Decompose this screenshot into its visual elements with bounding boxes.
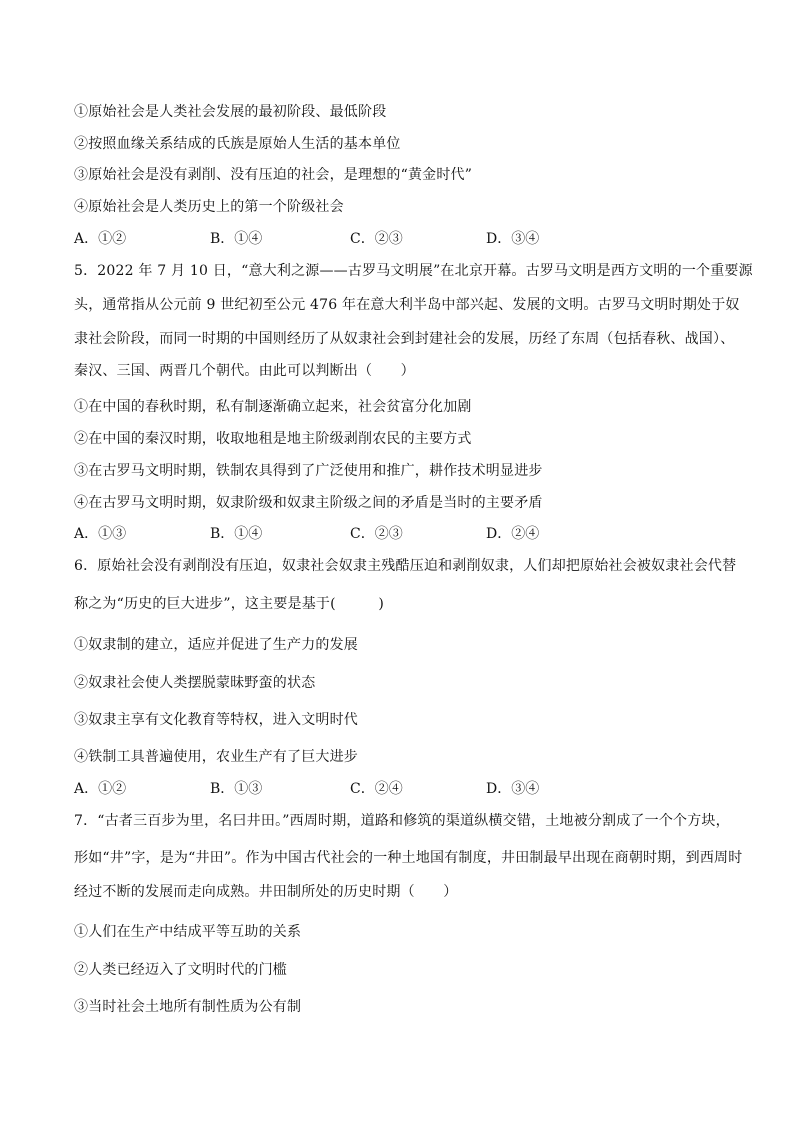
q4-statement-3: ③原始社会是没有剥削、没有压迫的社会，是理想的“黄金时代” <box>74 167 473 183</box>
q5-stem-line-1: 5．2022 年 7 月 10 日，“意大利之源——古罗马文明展”在北京开幕。古罗马文明是西方文明的一个重要源 <box>74 263 753 279</box>
q7-stem-line-2: 形如“井”字，是为“井田”。作为中国古代社会的一种土地国有制度，井田制最早出现在商朝时期，到西周时 <box>74 850 743 866</box>
q4-options <box>74 231 734 247</box>
q5-option-d: D．②④ <box>486 526 540 542</box>
q7-statement-2: ②人类已经迈入了文明时代的门槛 <box>74 962 287 978</box>
q5-options <box>74 526 734 542</box>
q5-option-a: A．①③ <box>74 526 127 542</box>
q7-stem-line-3: 经过不断的发展而走向成熟。井田制所处的历史时期（ ） <box>74 884 458 900</box>
q7-statement-1: ①人们在生产中结成平等互助的关系 <box>74 924 302 940</box>
q5-option-b: B．①④ <box>210 526 263 542</box>
q4-option-b: B．①④ <box>210 231 263 247</box>
q6-options <box>74 781 734 797</box>
q6-stem-line-2: 称之为“历史的巨大进步”，这主要是基于( ) <box>74 596 385 612</box>
q6-statement-1: ①奴隶制的建立，适应并促进了生产力的发展 <box>74 637 358 653</box>
q6-statement-3: ③奴隶主享有文化教育等特权，进入文明时代 <box>74 712 358 728</box>
q6-option-d: D．③④ <box>486 781 540 797</box>
q6-stem-line-1: 6．原始社会没有剥削没有压迫，奴隶社会奴隶主残酷压迫和剥削奴隶，人们却把原始社会被奴隶社会代替 <box>74 558 737 574</box>
q7-statement-3: ③当时社会土地所有制性质为公有制 <box>74 999 302 1015</box>
q6-statement-2: ②奴隶社会使人类摆脱蒙昧野蛮的状态 <box>74 675 316 691</box>
q6-option-a: A．①② <box>74 781 127 797</box>
q5-option-c: C．②③ <box>350 526 403 542</box>
q5-statement-2: ②在中国的秦汉时期，收取地租是地主阶级剥削农民的主要方式 <box>74 431 472 447</box>
q4-statement-1: ①原始社会是人类社会发展的最初阶段、最低阶段 <box>74 104 387 120</box>
q5-statement-3: ③在古罗马文明时期，铁制农具得到了广泛使用和推广，耕作技术明显进步 <box>74 463 543 479</box>
q4-statement-2: ②按照血缘关系结成的氏族是原始人生活的基本单位 <box>74 136 401 152</box>
q5-statement-4: ④在古罗马文明时期，奴隶阶级和奴隶主阶级之间的矛盾是当时的主要矛盾 <box>74 495 543 511</box>
q7-stem-line-1: 7．“古者三百步为里，名曰井田。”西周时期，道路和修筑的渠道纵横交错，土地被分割成了一个个方块， <box>74 813 730 829</box>
q6-option-b: B．①③ <box>210 781 263 797</box>
q6-statement-4: ④铁制工具普遍使用，农业生产有了巨大进步 <box>74 749 358 765</box>
q4-option-c: C．②③ <box>350 231 403 247</box>
q4-option-d: D．③④ <box>486 231 540 247</box>
q5-stem-line-4: 秦汉、三国、两晋几个朝代。由此可以判断出（ ） <box>74 363 415 379</box>
q5-stem-line-2: 头，通常指从公元前 9 世纪初至公元 476 年在意大利半岛中部兴起、发展的文明。古罗马文明时期处于奴 <box>74 297 740 313</box>
q4-option-a: A．①② <box>74 231 127 247</box>
q4-statement-4: ④原始社会是人类历史上的第一个阶级社会 <box>74 199 344 215</box>
q6-option-c: C．②④ <box>350 781 403 797</box>
q5-stem-line-3: 隶社会阶段，而同一时期的中国则经历了从奴隶社会到封建社会的发展，历经了东周（包括春秋、战国）、 <box>74 331 735 347</box>
q5-statement-1: ①在中国的春秋时期，私有制逐渐确立起来，社会贫富分化加剧 <box>74 399 472 415</box>
